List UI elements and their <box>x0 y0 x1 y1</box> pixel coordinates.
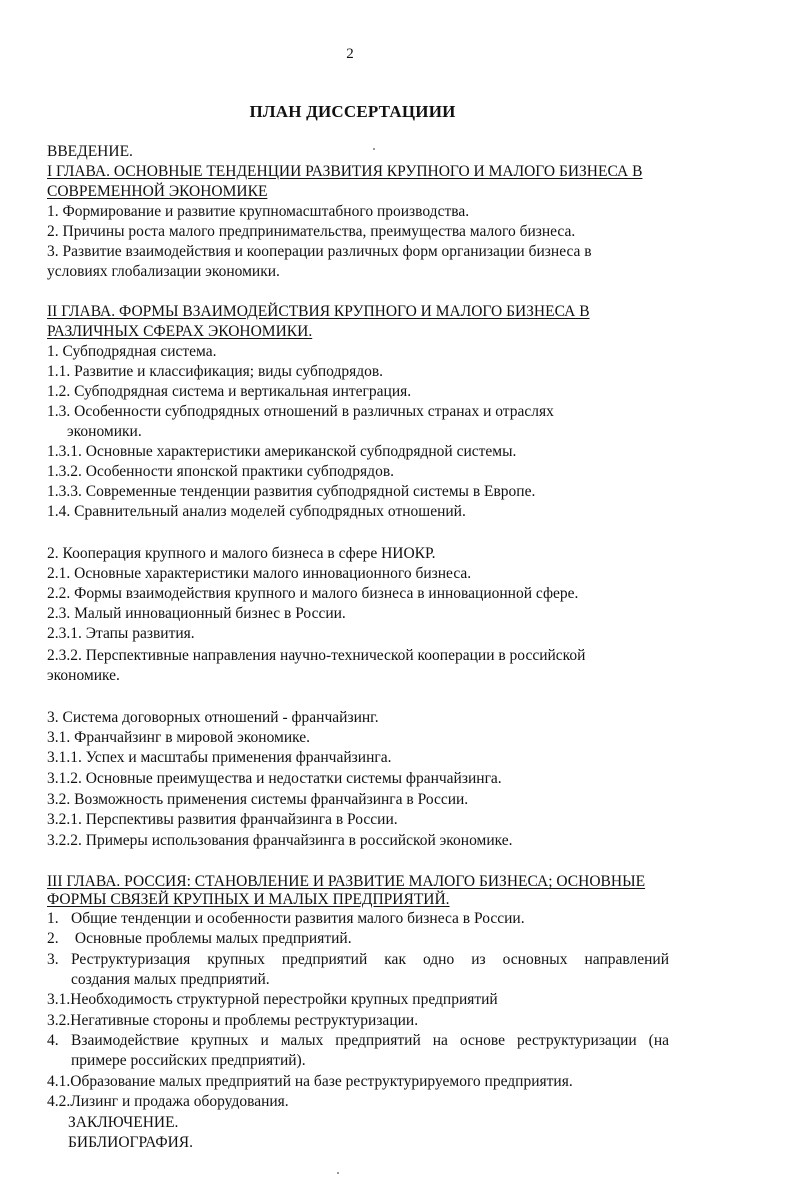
list-number: 1. <box>47 910 59 927</box>
chapter-2-item: 3.2.1. Перспективы развития франчайзинга в России. <box>47 811 398 828</box>
bibliography-heading: БИБЛИОГРАФИЯ. <box>68 1134 193 1151</box>
chapter-3-item <box>47 950 669 970</box>
chapter-2-item: 1.3. Особенности субподрядных отношений в различных странах и отраслях <box>47 403 554 420</box>
list-text: Реструктуризация крупных предприятий как одно из основных направлений <box>71 951 669 968</box>
chapter-2-item: 2.3.1. Этапы развития. <box>47 625 195 642</box>
list-number: 4. <box>47 1032 59 1049</box>
chapter-3-item: 4.2.Лизинг и продажа оборудования. <box>47 1093 289 1110</box>
chapter-2-item: 3.2.2. Примеры использования франчайзинга в российской экономике. <box>47 832 513 849</box>
chapter-2-item: 2.1. Основные характеристики малого инновационного бизнеса. <box>47 565 472 582</box>
chapter-2-item: 3. Система договорных отношений - франчайзинг. <box>47 709 379 726</box>
chapter-3-item <box>47 929 352 949</box>
list-text: Взаимодействие крупных и малых предприятий на основе реструктуризации (на <box>71 1032 669 1049</box>
chapter-2-item-continuation: экономике. <box>47 667 120 684</box>
chapter-1-heading-line-1: I ГЛАВА. ОСНОВНЫЕ ТЕНДЕНЦИИ РАЗВИТИЯ КРУПНОГО И МАЛОГО БИЗНЕСА В <box>47 163 643 180</box>
list-text: Общие тенденции и особенности развития малого бизнеса в России. <box>71 910 525 927</box>
chapter-1-item: 1. Формирование и развитие крупномасштабного производства. <box>47 203 470 220</box>
chapter-3-item: 4.1.Образование малых предприятий на базе реструктурируемого предприятия. <box>47 1073 573 1090</box>
chapter-2-item: 3.1. Франчайзинг в мировой экономике. <box>47 729 311 746</box>
chapter-2-item: 2.2. Формы взаимодействия крупного и малого бизнеса в инновационной сфере. <box>47 585 579 602</box>
chapter-2-item: 1.3.2. Особенности японской практики субподрядов. <box>47 463 395 480</box>
chapter-2-heading-line-2: РАЗЛИЧНЫХ СФЕРАХ ЭКОНОМИКИ. <box>47 323 313 340</box>
chapter-1-heading-line-2: СОВРЕМЕННОЙ ЭКОНОМИКЕ <box>47 183 268 200</box>
chapter-2-heading-line-1: II ГЛАВА. ФОРМЫ ВЗАИМОДЕЙСТВИЯ КРУПНОГО И МАЛОГО БИЗНЕСА В <box>47 303 590 320</box>
chapter-1-item: 2. Причины роста малого предпринимательства, преимущества малого бизнеса. <box>47 223 576 240</box>
chapter-2-item: 1.1. Развитие и классификация; виды субподрядов. <box>47 363 384 380</box>
chapter-2-item-continuation: экономики. <box>67 423 142 440</box>
chapter-2-item: 2.3. Малый инновационный бизнес в России. <box>47 605 346 622</box>
scan-speck <box>337 1172 339 1174</box>
chapter-2-item: 2. Кооперация крупного и малого бизнеса в сфере НИОКР. <box>47 545 436 562</box>
chapter-3-item-continuation: примере российских предприятий). <box>71 1052 306 1069</box>
chapter-2-item: 1.2. Субподрядная система и вертикальная интеграция. <box>47 383 412 400</box>
intro-heading: ВВЕДЕНИЕ. <box>47 143 133 160</box>
page-number: 2 <box>346 46 354 62</box>
list-number: 2. <box>47 930 59 947</box>
chapter-3-heading-line-2: ФОРМЫ СВЯЗЕЙ КРУПНЫХ И МАЛЫХ ПРЕДПРИЯТИЙ. <box>47 891 450 908</box>
chapter-2-item: 3.1.1. Успех и масштабы применения франчайзинга. <box>47 749 392 766</box>
chapter-3-item <box>47 909 525 929</box>
chapter-3-heading-line-1: III ГЛАВА. РОССИЯ: СТАНОВЛЕНИЕ И РАЗВИТИЕ МАЛОГО БИЗНЕСА; ОСНОВНЫЕ <box>47 873 646 890</box>
chapter-2-item: 1. Субподрядная система. <box>47 343 217 360</box>
list-number: 3. <box>47 951 59 968</box>
scan-speck <box>373 148 375 150</box>
chapter-2-item: 3.1.2. Основные преимущества и недостатки системы франчайзинга. <box>47 770 502 787</box>
chapter-3-item-continuation: создания малых предприятий. <box>71 971 270 988</box>
chapter-3-item: 3.1.Необходимость структурной перестройки крупных предприятий <box>47 991 498 1008</box>
chapter-1-item-continuation: условиях глобализации экономики. <box>47 263 280 280</box>
chapter-2-item: 2.3.2. Перспективные направления научно-технической кооперации в российской <box>47 647 586 664</box>
chapter-2-item: 3.2. Возможность применения системы франчайзинга в России. <box>47 791 469 808</box>
chapter-3-item <box>47 1031 669 1051</box>
chapter-2-item: 1.3.1. Основные характеристики американской субподрядной системы. <box>47 443 517 460</box>
conclusion-heading: ЗАКЛЮЧЕНИЕ. <box>68 1114 179 1131</box>
chapter-2-item: 1.4. Сравнительный анализ моделей субподрядных отношений. <box>47 503 466 520</box>
chapter-1-item: 3. Развитие взаимодействия и кооперации различных форм организации бизнеса в <box>47 243 592 260</box>
page-title: ПЛАН ДИССЕРТАЦИИИ <box>249 102 456 121</box>
list-text: Основные проблемы малых предприятий. <box>71 930 352 947</box>
chapter-2-item: 1.3.3. Современные тенденции развития субподрядной системы в Европе. <box>47 483 536 500</box>
chapter-3-item: 3.2.Негативные стороны и проблемы реструктуризации. <box>47 1012 419 1029</box>
